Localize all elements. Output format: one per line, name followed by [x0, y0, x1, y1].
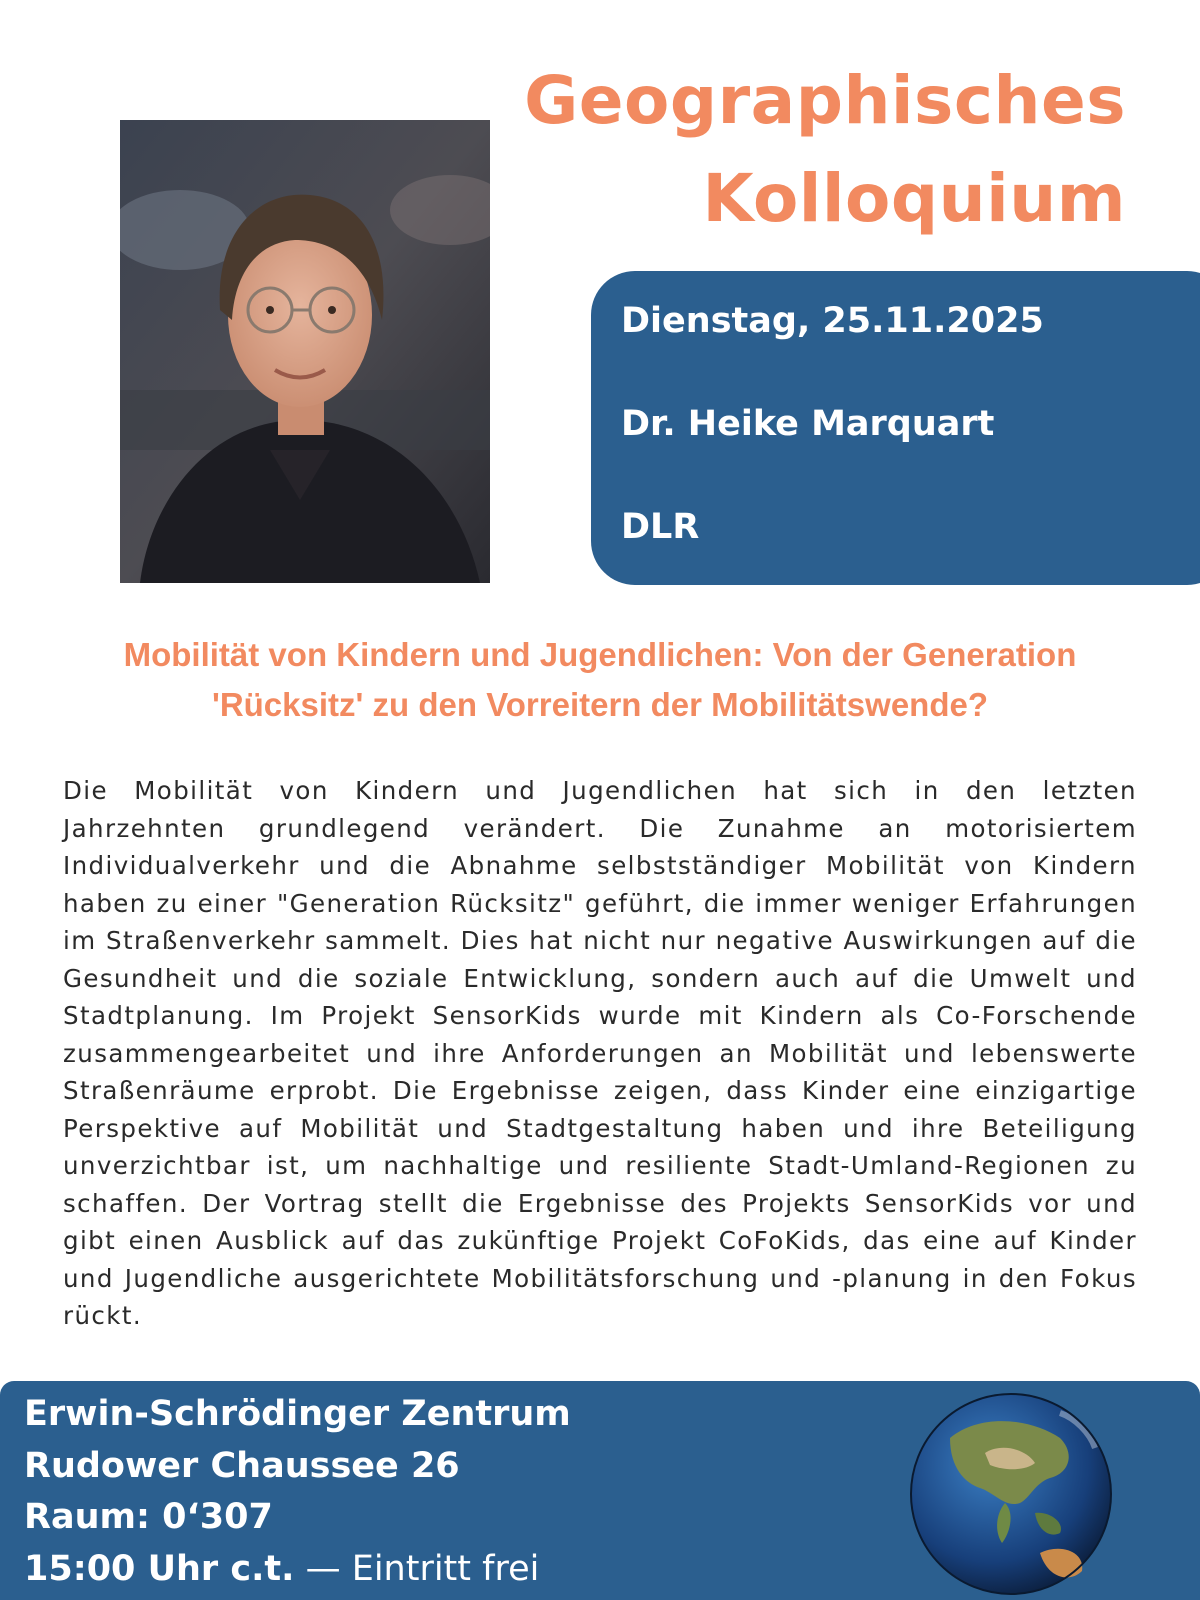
speaker-institution: DLR [621, 507, 700, 547]
page-title [486, 52, 1126, 248]
talk-title-line-2: 'Rücksitz' zu den Vorreitern der Mobilitätswende? [211, 686, 989, 723]
event-date: Dienstag, 25.11.2025 [621, 301, 1044, 341]
venue-street: Rudower Chaussee 26 [24, 1445, 460, 1486]
venue-time-line [24, 1544, 571, 1596]
speaker-photo [120, 120, 490, 583]
venue-time: 15:00 Uhr c.t. [24, 1548, 295, 1589]
talk-title [40, 630, 1160, 730]
earth-globe-icon [910, 1393, 1112, 1595]
venue-building: Erwin-Schrödinger Zentrum [24, 1394, 571, 1434]
venue-room: Raum: 0‘307 [24, 1497, 273, 1537]
venue-footer [0, 1381, 1200, 1600]
speaker-name: Dr. Heike Marquart [621, 404, 995, 444]
talk-title-line-1: Mobilität von Kindern und Jugendlichen: Von der Generation [123, 636, 1077, 673]
event-info-box [591, 271, 1200, 585]
title-line-2: Kolloquium [702, 160, 1126, 237]
title-line-1: Geographisches [524, 62, 1126, 139]
talk-abstract: Die Mobilität von Kindern und Jugendlichen hat sich in den letzten Jahrzehnten grundlegend verändert. Die Zunahme an motorisiertem Individualverkehr und die Abnahme selbstständiger Mobilität von Kindern haben zu einer "Generation Rücksitz" geführt, die immer weniger Erfahrungen im Straßenverkehr sammelt. Dies hat nicht nur negative Auswirkungen auf die Gesundheit und die soziale Entwicklung, sondern auch auf die Umwelt und Stadtplanung. Im Projekt SensorKids wurde mit Kindern als Co-Forschende zusammengearbeitet und ihre Anforderungen an Mobilität und lebenswerte Straßenräume erprobt. Die Ergebnisse zeigen, dass Kinder eine einzigartige Perspektive auf Mobilität und Stadtgestaltung haben und ihre Beteiligung unverzichtbar ist, um nachhaltige und resiliente Stadt-Umland-Regionen zu schaffen. Der Vortrag stellt die Ergebnisse des Projekts SensorKids vor und gibt einen Ausblick auf das zukünftige Projekt CoFoKids, das eine auf Kinder und Jugendliche ausgerichtete Mobilitätsforschung und -planung in den Fokus rückt. [63, 776, 1137, 1330]
venue-admission: — Eintritt frei [294, 1548, 540, 1589]
